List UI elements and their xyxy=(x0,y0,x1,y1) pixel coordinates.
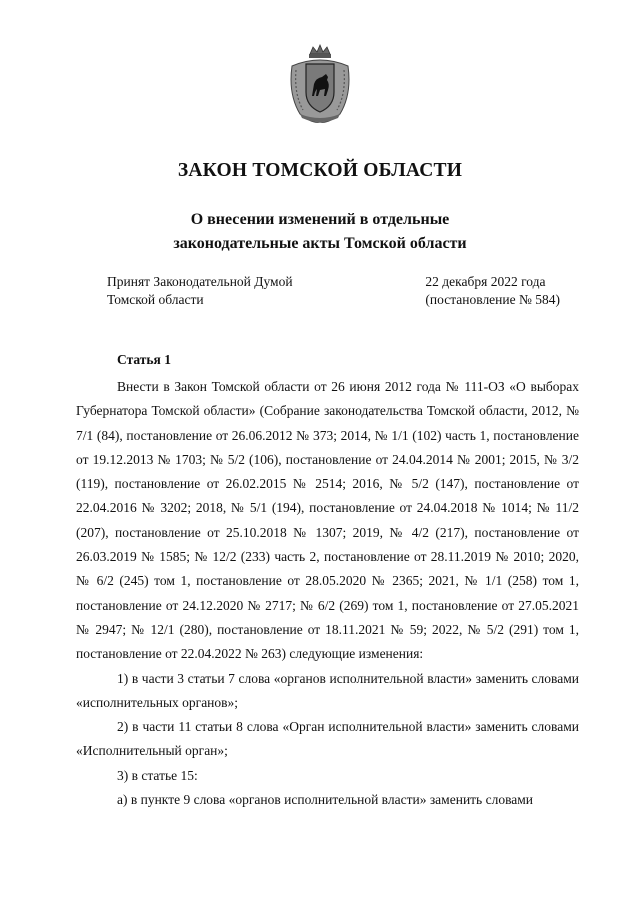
tomsk-oblast-coat-of-arms-icon xyxy=(286,44,354,124)
law-subtitle xyxy=(0,208,640,256)
adoption-date-block xyxy=(425,273,560,309)
article-intro-paragraph: Внести в Закон Томской области от 26 июня 2012 года № 111-ОЗ «О выборах Губернатора Томской области» (Собрание законодательства Томской области, 2012, № 7/1 (84), постановление от 26.06.2012 № 373; 2014, № 1/1 (102) часть 1, постановление от 19.12.2013 № 1703; № 5/2 (106), постановление от 24.04.2014 № 2001; 2015, № 3/2 (119), постановление от 26.02.2015 № 2514; 2016, № 5/2 (147), постановление от 22.04.2016 № 3202; 2018, № 5/1 (194), постановление от 24.04.2018 № 1014; № 11/2 (207), постановление от 25.10.2018 № 1307; 2019, № 4/2 (217), постановление от 26.03.2019 № 1585; № 12/2 (233) часть 2, постановление от 28.11.2019 № 2010; 2020, № 6/2 (245) том 1, постановление от 28.05.2020 № 2365; 2021, № 1/1 (258) том 1, постановление от 24.12.2020 № 2717; № 6/2 (269) том 1, постановление от 27.05.2021 № 2947; № 12/1 (280), постановление от 18.11.2021 № 59; 2022, № 5/2 (291) том 1, постановление от 22.04.2022 № 263) следующие изменения: xyxy=(76,379,579,662)
adoption-date: 22 декабря 2022 года xyxy=(425,274,546,289)
article-body xyxy=(76,375,579,812)
subtitle-line-2: законодательные акты Томской области xyxy=(173,235,467,252)
article-item-2: 2) в части 11 статьи 8 слова «Орган исполнительной власти» заменить словами «Исполнительный орган»; xyxy=(76,719,579,759)
law-title: ЗАКОН ТОМСКОЙ ОБЛАСТИ xyxy=(177,160,463,181)
article-heading: Статья 1 xyxy=(117,352,171,367)
article-item-1: 1) в части 3 статьи 7 слова «органов исполнительной власти» заменить словами «исполнительных органов»; xyxy=(76,670,579,710)
adopted-by-line-1: Принят Законодательной Думой xyxy=(107,274,293,289)
article-item-3a: а) в пункте 9 слова «органов исполнительной власти» заменить словами xyxy=(117,792,534,808)
subtitle-line-1: О внесении изменений в отдельные xyxy=(190,211,450,228)
article-item-3: 3) в статье 15: xyxy=(117,767,198,783)
adopted-by-line-2: Томской области xyxy=(107,292,204,307)
adopted-by-block xyxy=(107,273,293,309)
resolution-number: (постановление № 584) xyxy=(425,292,560,307)
